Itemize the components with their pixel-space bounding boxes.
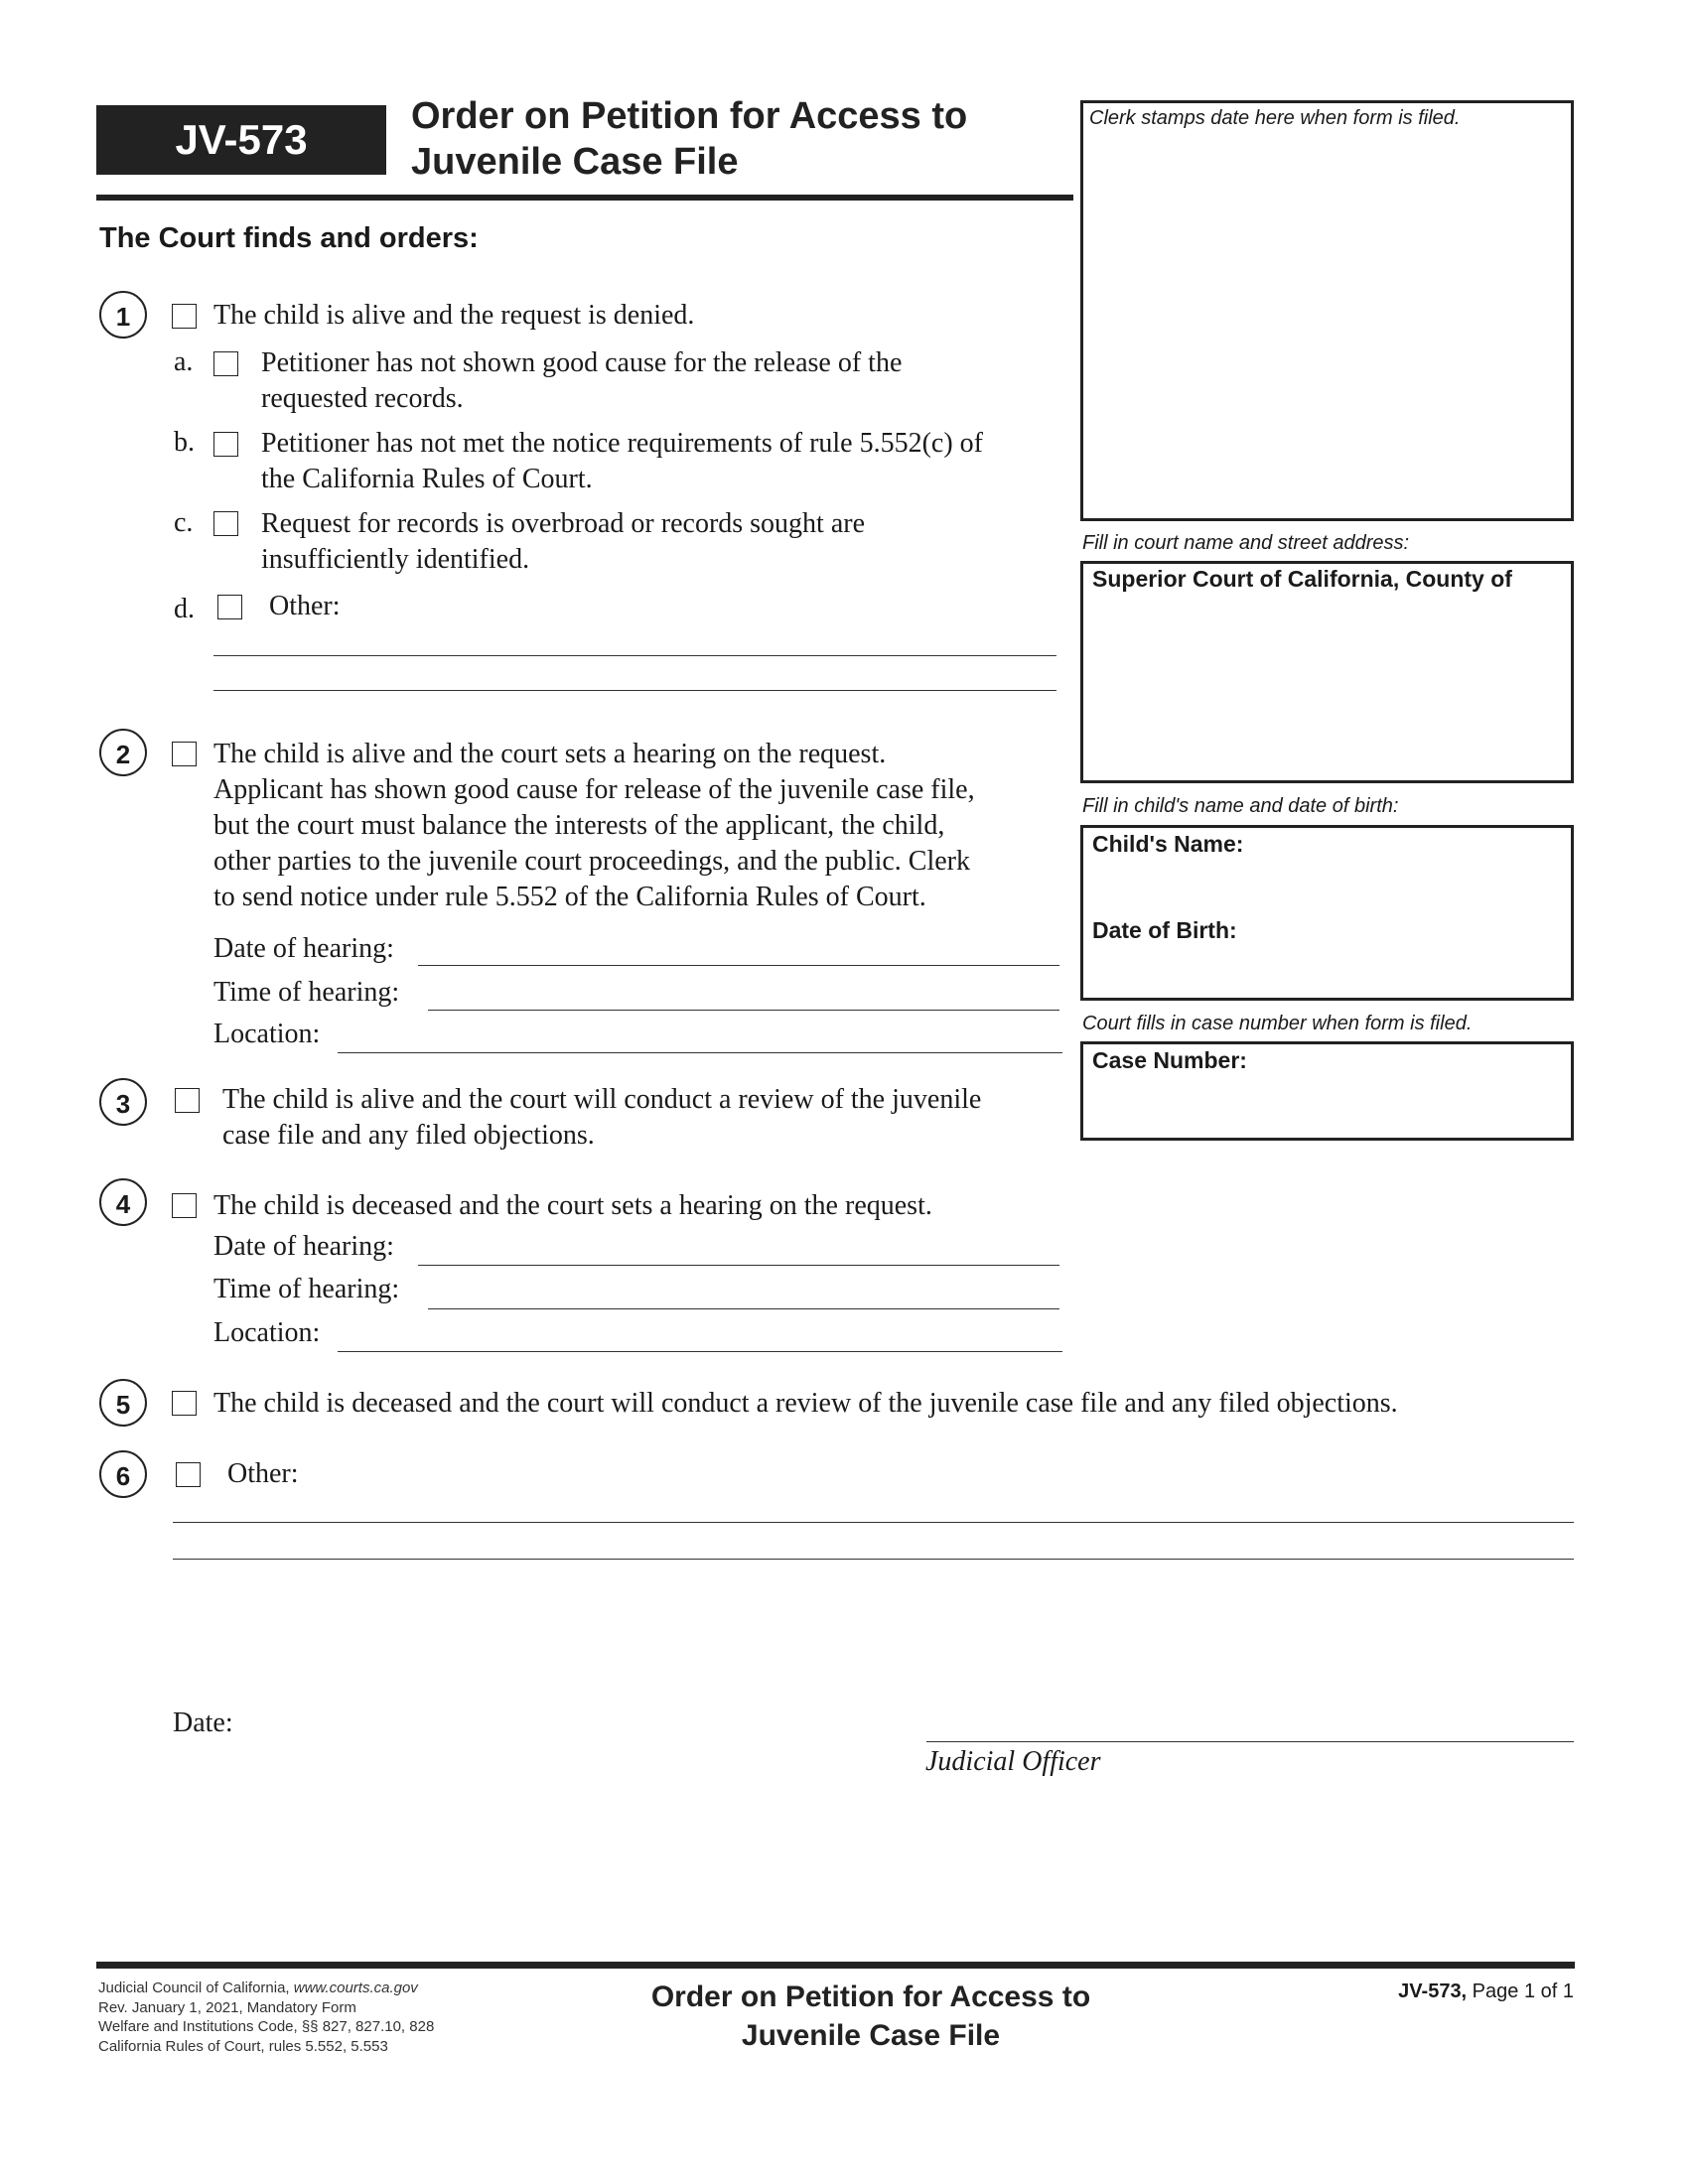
header-rule — [96, 195, 1073, 201]
date-label: Date: — [173, 1707, 233, 1738]
item-number-6: 6 — [99, 1450, 147, 1498]
item-4-date-field[interactable] — [418, 1265, 1059, 1266]
item-6-checkbox[interactable] — [176, 1462, 201, 1487]
item-2-date-label: Date of hearing: — [213, 933, 394, 964]
item-3-checkbox[interactable] — [175, 1088, 200, 1113]
item-4-text: The child is deceased and the court sets a hearing on the request. — [213, 1190, 932, 1221]
item-4-checkbox[interactable] — [172, 1193, 197, 1218]
item-4-time-field[interactable] — [428, 1308, 1059, 1309]
item-1d-letter: d. — [174, 594, 195, 624]
footer-title: Order on Petition for Access to Juvenile Case File — [650, 1980, 1091, 2052]
item-1a-letter: a. — [174, 346, 194, 377]
footer-rule — [96, 1962, 1575, 1969]
item-number-4: 4 — [99, 1178, 147, 1226]
item-4-date-label: Date of hearing: — [213, 1231, 394, 1262]
item-2-checkbox[interactable] — [172, 742, 197, 766]
court-name: Superior Court of California, County of — [1092, 566, 1512, 592]
item-2-location-field[interactable] — [338, 1052, 1062, 1053]
item-1b-checkbox[interactable] — [213, 432, 238, 457]
item-2-text: The child is alive and the court sets a hearing on the request. Applicant has shown good cause for release of the juvenile case file, but the court must balance the interests of the applicant, the child, other parties to the juvenile court proceedings, and the public. Clerk to send notice under rule 5.552 of the California Rules of Court. — [213, 739, 975, 912]
item-number-3: 3 — [99, 1078, 147, 1126]
item-4-time-label: Time of hearing: — [213, 1274, 400, 1304]
item-6-line[interactable] — [173, 1522, 1574, 1523]
clerk-caption: Clerk stamps date here when form is filed. — [1089, 107, 1461, 129]
item-1c-text: Request for records is overbroad or records sought are insufficiently identified. — [261, 508, 866, 575]
child-name-label: Child's Name: — [1092, 831, 1244, 857]
item-1-checkbox[interactable] — [172, 304, 197, 329]
child-caption: Fill in child's name and date of birth: — [1082, 795, 1399, 817]
item-1c-checkbox[interactable] — [213, 511, 238, 536]
form-number-badge: JV-573 — [96, 105, 386, 175]
item-2-date-field[interactable] — [418, 965, 1059, 966]
footer-left: Judicial Council of California, www.courts.ca.gov Rev. January 1, 2021, Mandatory Form Welfare and Institutions Code, §§ 827, 827.10, 828 California Rules of Court, rules 5.552, 5.553 — [98, 1979, 435, 2055]
title-line: Juvenile Case File — [411, 141, 739, 183]
court-address-box[interactable] — [1080, 561, 1574, 783]
item-number-2: 2 — [99, 729, 147, 776]
item-1b-letter: b. — [174, 427, 195, 458]
item-1d-text: Other: — [269, 591, 341, 621]
item-6-text: Other: — [227, 1458, 299, 1489]
item-5-text: The child is deceased and the court will conduct a review of the juvenile case file and any filed objections. — [213, 1388, 1398, 1419]
item-1d-line[interactable] — [213, 690, 1056, 691]
item-1b-text: Petitioner has not met the notice requirements of rule 5.552(c) of the California Rules of Court. — [261, 428, 984, 494]
item-1a-text: Petitioner has not shown good cause for the release of the requested records. — [261, 347, 903, 414]
court-caption: Fill in court name and street address: — [1082, 532, 1410, 554]
form-title — [411, 93, 967, 185]
title-line: Order on Petition for Access to — [411, 95, 968, 137]
item-1a-checkbox[interactable] — [213, 351, 238, 376]
item-2-location-label: Location: — [213, 1019, 321, 1049]
dob-label: Date of Birth: — [1092, 917, 1237, 943]
item-2-time-label: Time of hearing: — [213, 977, 400, 1008]
item-number-5: 5 — [99, 1379, 147, 1427]
intro-heading: The Court finds and orders: — [99, 222, 479, 254]
item-6-line[interactable] — [173, 1559, 1574, 1560]
item-1-text: The child is alive and the request is denied. — [213, 300, 695, 331]
case-caption: Court fills in case number when form is filed. — [1082, 1013, 1473, 1034]
item-1d-line[interactable] — [213, 655, 1056, 656]
item-1c-letter: c. — [174, 507, 194, 538]
signature-line[interactable] — [926, 1741, 1574, 1742]
clerk-stamp-box — [1080, 100, 1574, 521]
item-1d-checkbox[interactable] — [217, 595, 242, 619]
item-3-text: The child is alive and the court will conduct a review of the juvenile case file and any filed objections. — [222, 1084, 982, 1151]
item-5-checkbox[interactable] — [172, 1391, 197, 1416]
case-number-label: Case Number: — [1092, 1047, 1247, 1073]
item-2-time-field[interactable] — [428, 1010, 1059, 1011]
footer-page: JV-573, Page 1 of 1 — [1398, 1980, 1574, 2002]
judicial-officer-label: Judicial Officer — [925, 1746, 1101, 1777]
item-4-location-field[interactable] — [338, 1351, 1062, 1352]
courts-link[interactable]: www.courts.ca.gov — [293, 1979, 418, 1996]
item-number-1: 1 — [99, 291, 147, 339]
item-4-location-label: Location: — [213, 1317, 321, 1348]
